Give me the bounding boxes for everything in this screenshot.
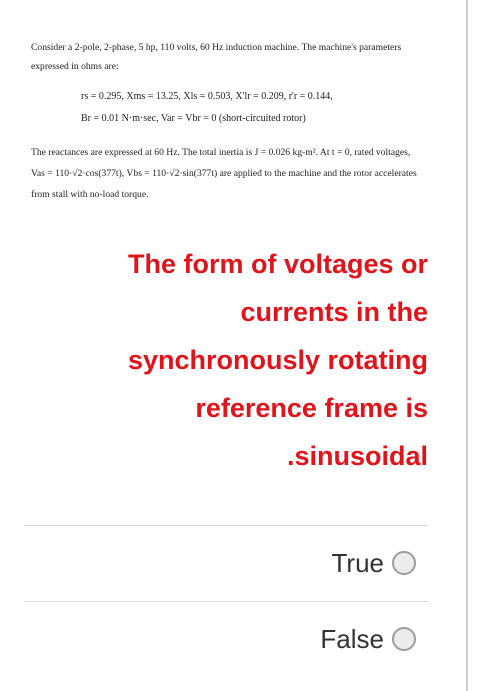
- parameters-line-2: Br = 0.01 N·m·sec, Var = Vbr = 0 (short-circuited rotor): [81, 113, 306, 124]
- radio-false[interactable]: [392, 627, 416, 651]
- problem-body: The reactances are expressed at 60 Hz. The total inertia is J = 0.026 kg-m². At t = 0, rated voltages, Vas = 110·√2·cos(377t), Vbs = 110·√2·sin(377t) are applied to the machine and the rotor accelerates from stall with no-load torque.: [31, 147, 417, 200]
- option-true[interactable]: [24, 543, 416, 583]
- question-line-5: .sinusoidal: [286, 441, 428, 471]
- parameters-line-1: rs = 0.295, Xms = 13.25, Xls = 0.503, X'lr = 0.209, r'r = 0.144,: [81, 91, 333, 102]
- question-line-2: currents in the: [240, 297, 428, 327]
- option-false[interactable]: [24, 619, 416, 659]
- right-border-line: [466, 0, 468, 691]
- problem-intro: Consider a 2-pole, 2-phase, 5 hp, 110 volts, 60 Hz induction machine. The machine's parameters expressed in ohms are:: [31, 42, 402, 72]
- option-false-label: False: [320, 623, 384, 654]
- divider-top: [24, 525, 428, 526]
- option-true-label: True: [331, 547, 384, 578]
- question-line-1: The form of voltages or: [127, 249, 428, 279]
- question-line-3: synchronously rotating: [127, 345, 428, 375]
- divider-middle: [24, 601, 428, 602]
- problem-statement: [31, 38, 423, 205]
- parameter-equations: [31, 86, 423, 130]
- radio-true[interactable]: [392, 551, 416, 575]
- question-line-4: reference frame is: [195, 393, 428, 423]
- question-text: [60, 240, 428, 480]
